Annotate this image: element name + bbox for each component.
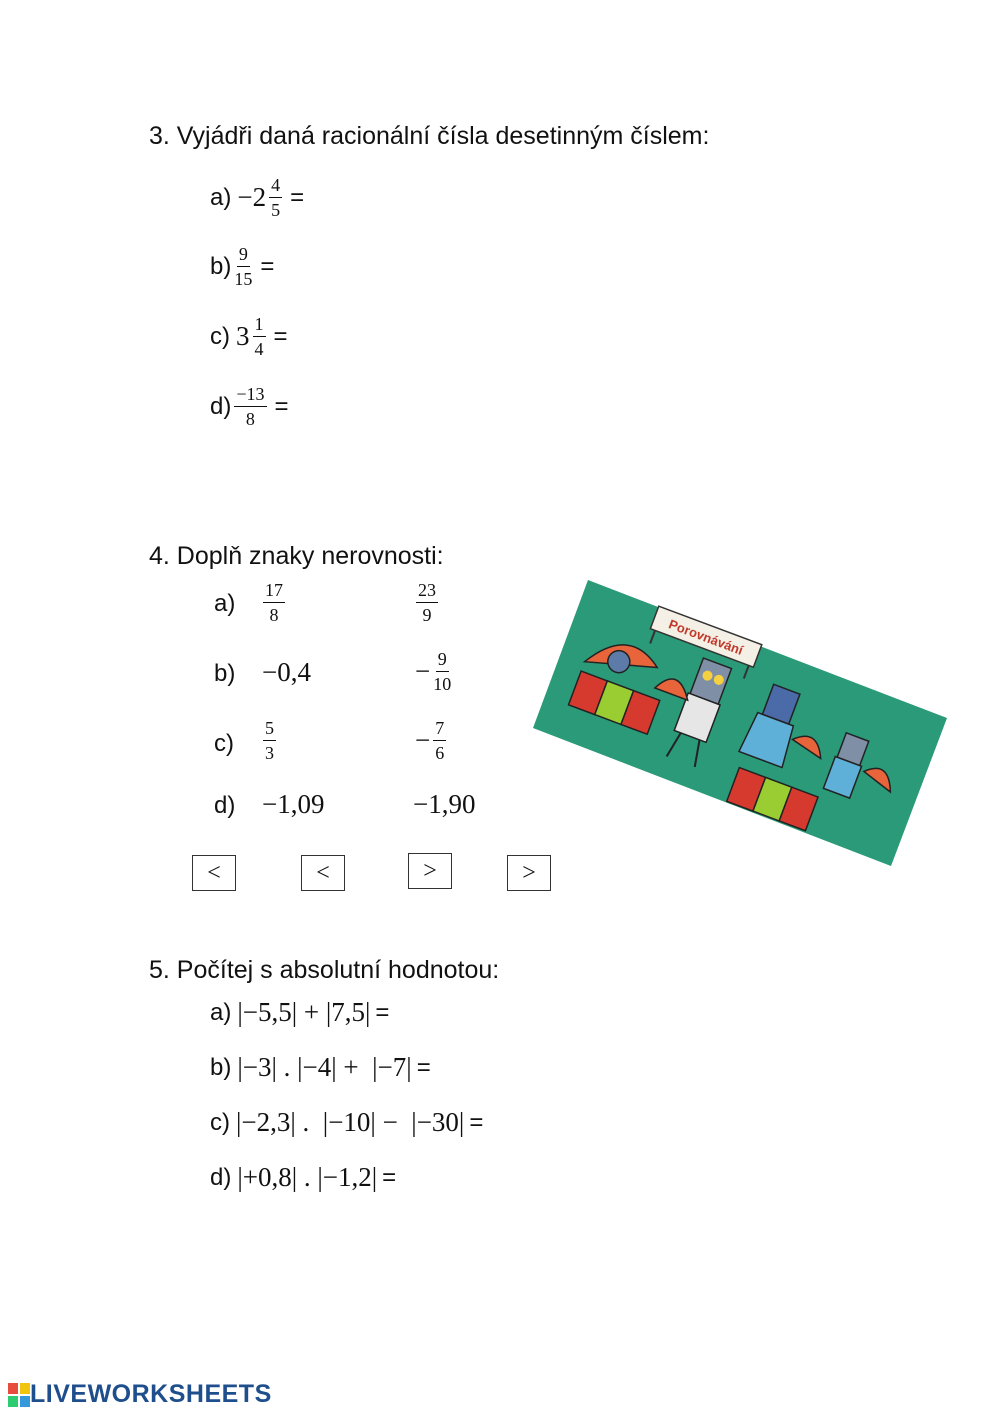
fraction-numerator: 5 bbox=[263, 719, 276, 741]
inequality-row-d-left: −1,09 bbox=[262, 789, 325, 819]
fraction bbox=[433, 650, 451, 693]
logo-text: LIVEWORKSHEETS bbox=[30, 1380, 272, 1408]
answer-option-less-than-1[interactable]: < bbox=[192, 855, 236, 891]
section3-heading: 3. Vyjádři daná racionální čísla desetinným číslem: bbox=[149, 122, 710, 150]
absolute-value-expression: |−3| . |−4| + |−7| bbox=[237, 1052, 412, 1082]
fraction-denominator: 15 bbox=[234, 269, 253, 289]
inequality-row-b-right bbox=[415, 650, 454, 693]
fraction-denominator: 3 bbox=[265, 743, 274, 763]
mixed-number-whole: −2 bbox=[237, 182, 267, 212]
inequality-row-d-right: −1,90 bbox=[413, 789, 476, 819]
fraction-numerator: 7 bbox=[433, 719, 446, 741]
mixed-number-whole: 3 bbox=[236, 321, 250, 351]
item-label: c) bbox=[210, 1108, 230, 1136]
fraction bbox=[416, 581, 438, 624]
section5-item-b bbox=[210, 1052, 431, 1083]
equals-sign: = bbox=[416, 1053, 431, 1081]
absolute-value-expression: |−2,3| . |−10| − |−30| bbox=[236, 1107, 465, 1137]
fraction-numerator: −13 bbox=[234, 385, 266, 407]
fraction bbox=[253, 315, 266, 358]
equals-sign: = bbox=[375, 998, 390, 1026]
fraction-denominator: 10 bbox=[433, 674, 452, 694]
section5-item-c bbox=[210, 1107, 483, 1138]
minus-sign: − bbox=[415, 656, 431, 686]
illustration-sign-text: Porovnávání bbox=[666, 616, 746, 658]
section4-heading: 4. Doplň znaky nerovnosti: bbox=[149, 542, 444, 570]
fraction bbox=[269, 176, 282, 219]
fraction-denominator: 4 bbox=[254, 339, 264, 359]
inequality-row-b-label: b) bbox=[214, 660, 236, 687]
fraction-numerator: 9 bbox=[237, 245, 250, 267]
section5-item-d bbox=[210, 1162, 396, 1193]
equals-sign: = bbox=[382, 1163, 397, 1191]
inequality-row-a-right bbox=[413, 581, 441, 624]
inequality-row-a-label: a) bbox=[214, 590, 236, 617]
answer-option-less-than-2[interactable]: < bbox=[301, 855, 345, 891]
inequality-row-c-left bbox=[260, 719, 279, 762]
item-label: a) bbox=[210, 998, 232, 1026]
inequality-row-b-left: −0,4 bbox=[262, 657, 311, 687]
absolute-value-expression: |−5,5| + |7,5| bbox=[237, 997, 371, 1027]
fraction-numerator: 1 bbox=[253, 315, 266, 337]
inequality-row-c-label: c) bbox=[214, 730, 234, 757]
item-label: d) bbox=[210, 392, 232, 420]
equals-sign: = bbox=[469, 1108, 484, 1136]
fraction bbox=[263, 719, 276, 762]
fraction bbox=[234, 245, 252, 288]
minus-sign: − bbox=[415, 725, 431, 755]
fraction-numerator: 17 bbox=[263, 581, 285, 603]
item-label: c) bbox=[210, 322, 230, 350]
fraction bbox=[263, 581, 285, 624]
inequality-row-c-right bbox=[415, 719, 449, 762]
item-label: d) bbox=[210, 1163, 232, 1191]
liveworksheets-logo-icon bbox=[8, 1383, 30, 1407]
fraction-denominator: 5 bbox=[271, 200, 281, 220]
fraction-numerator: 9 bbox=[436, 650, 449, 672]
section3-item-c bbox=[210, 315, 288, 358]
fraction-denominator: 6 bbox=[435, 743, 445, 763]
equals-sign: = bbox=[260, 252, 275, 280]
inequality-row-d-label: d) bbox=[214, 792, 236, 819]
section5-item-a bbox=[210, 997, 389, 1028]
equals-sign: = bbox=[274, 392, 289, 420]
answer-option-greater-than-1[interactable]: > bbox=[408, 853, 452, 889]
fraction-denominator: 9 bbox=[422, 605, 432, 625]
liveworksheets-logo[interactable] bbox=[8, 1380, 272, 1409]
equals-sign: = bbox=[273, 322, 288, 350]
equals-sign: = bbox=[290, 183, 305, 211]
fraction-numerator: 23 bbox=[416, 581, 438, 603]
item-label: b) bbox=[210, 252, 232, 280]
robots-comparing-fractions-illustration bbox=[533, 580, 947, 866]
item-label: a) bbox=[210, 183, 232, 211]
fraction-denominator: 8 bbox=[269, 605, 279, 625]
fraction-numerator: 4 bbox=[269, 176, 282, 198]
fraction bbox=[433, 719, 446, 762]
section5-heading: 5. Počítej s absolutní hodnotou: bbox=[149, 956, 500, 984]
answer-option-greater-than-2[interactable]: > bbox=[507, 855, 551, 891]
inequality-row-a-left bbox=[260, 581, 288, 624]
section3-item-a bbox=[210, 176, 304, 219]
item-label: b) bbox=[210, 1053, 232, 1081]
fraction bbox=[234, 385, 266, 428]
absolute-value-expression: |+0,8| . |−1,2| bbox=[237, 1162, 378, 1192]
section3-item-d bbox=[210, 385, 289, 428]
section3-item-b bbox=[210, 245, 274, 288]
fraction-denominator: 8 bbox=[245, 409, 255, 429]
